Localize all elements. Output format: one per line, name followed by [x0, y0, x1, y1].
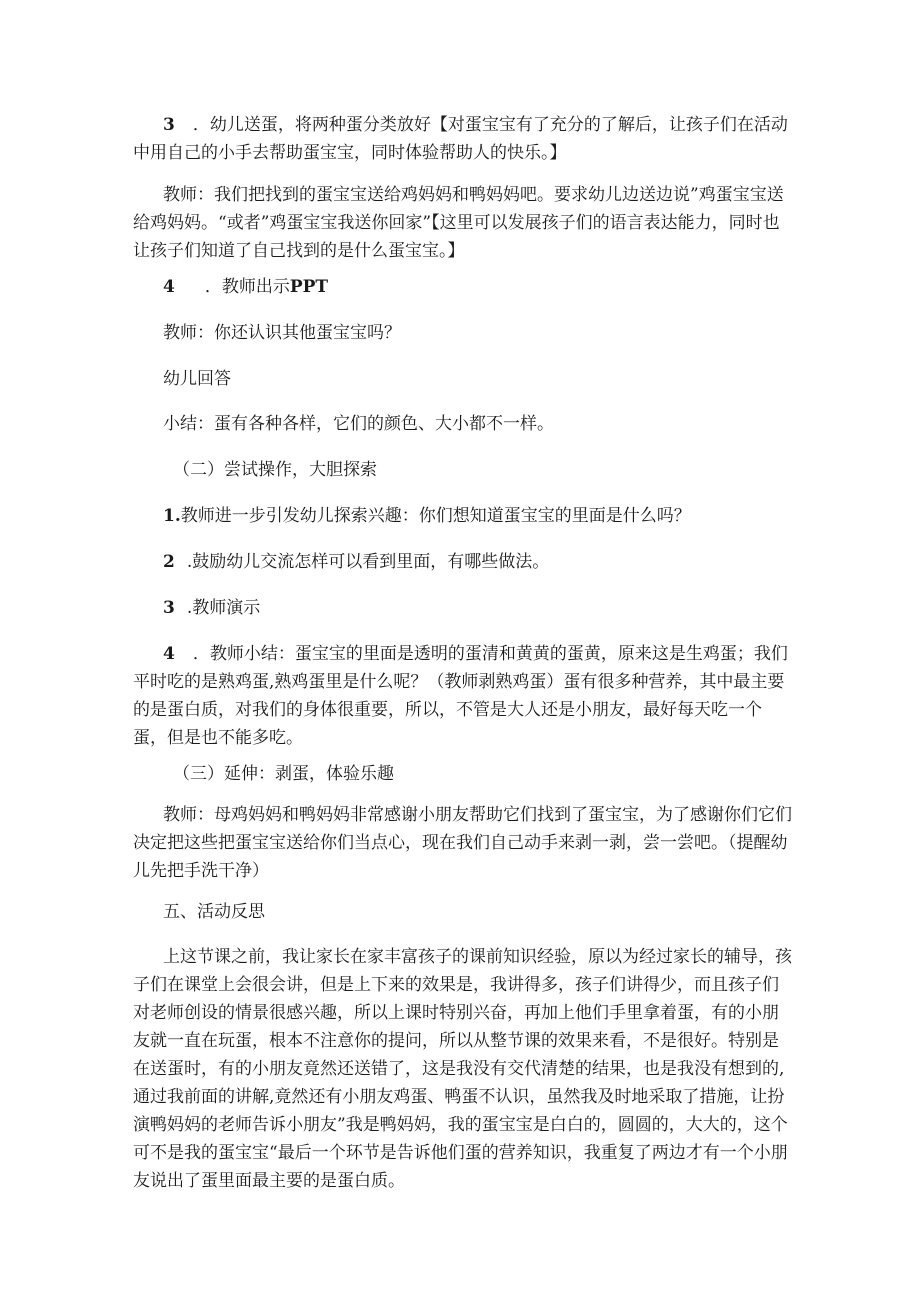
paragraph-text: 教师：你还认识其他蛋宝宝吗？: [163, 323, 401, 343]
paragraph-step-4-ppt: [133, 273, 793, 301]
paragraph-text: .教师演示: [186, 598, 261, 618]
step-number: 3: [163, 598, 175, 618]
step-number: 1.: [163, 506, 181, 526]
paragraph-text: 小结：蛋有各种各样，它们的颜色、大小都不一样。: [163, 414, 554, 434]
section-heading-text: （三）延伸：剥蛋，体验乐趣: [173, 764, 394, 784]
paragraph-step-2-discuss: [133, 548, 793, 576]
ppt-label: PPT: [289, 277, 329, 297]
paragraph-children-answer: [133, 365, 793, 393]
step-number: 3: [163, 115, 175, 135]
paragraph-text: 幼儿回答: [163, 369, 231, 389]
section-heading-reflection: [133, 898, 793, 926]
step-number: 2: [163, 552, 175, 572]
paragraph-text: 教师：母鸡妈妈和鸭妈妈非常感谢小朋友帮助它们找到了蛋宝宝，为了感谢你们它们决定把这些把蛋宝宝送给你们当点心，现在我们自己动手来剥一剥，尝一尝吧。（提醒幼儿先把手洗干净）: [133, 805, 792, 881]
paragraph-reflection-body: [133, 943, 793, 1195]
paragraph-step-4-teacher-summary: [133, 640, 793, 752]
section-heading-text: （二）尝试操作，大胆探索: [173, 460, 377, 480]
step-number: 4: [163, 277, 175, 297]
paragraph-text: 教师进一步引发幼儿探索兴趣：你们想知道蛋宝宝的里面是什么吗？: [180, 506, 691, 526]
paragraph-text: 上这节课之前，我让家长在家丰富孩子的课前知识经验，原以为经过家长的辅导，孩子们在课堂上会很会讲，但是上下来的效果是，我讲得多，孩子们讲得少，而且孩子们对老师创设的情景很感兴趣，所以上课时特别兴奋，再加上他们手里拿着蛋，有的小朋友就一直在玩蛋，根本不注意你的提问，所以从整节课的效果来看，不是很好。特别是在送蛋时，有的小朋友竟然还送错了，这是我没有交代清楚的结果，也是我没有想到的,通过我前面的讲解,竟然还有小朋友鸡蛋、鸭蛋不认识，虽然我及时地采取了措施，让扮演鸭妈妈的老师告诉小朋友”我是鸭妈妈，我的蛋宝宝是白白的，圆圆的，大大的，这个可不是我的蛋宝宝“最后一个环节是告诉他们蛋的营养知识，我重复了两边才有一个小朋友说出了蛋里面最主要的是蛋白质。: [133, 947, 792, 1191]
paragraph-text: ．幼儿送蛋，将两种蛋分类放好【对蛋宝宝有了充分的了解后，让孩子们在活动中用自己的小手去帮助蛋宝宝，同时体验帮助人的快乐。】: [133, 115, 788, 163]
paragraph-step-3-demo: [133, 594, 793, 622]
section-heading-extension: [133, 760, 793, 788]
paragraph-text: .鼓励幼儿交流怎样可以看到里面，有哪些做法。: [186, 552, 550, 572]
paragraph-teacher-thanks: [133, 801, 793, 885]
paragraph-text: ．教师小结：蛋宝宝的里面是透明的蛋清和黄黄的蛋黄，原来这是生鸡蛋；我们平时吃的是熟鸡蛋,熟鸡蛋里是什么呢？（教师剥熟鸡蛋）蛋有很多种营养，其中最主要的是蛋白质，对我们的身体很重要，所以，不管是大人还是小朋友，最好每天吃一个蛋，但是也不能多吃。: [133, 644, 788, 748]
section-heading-text: 五、活动反思: [163, 902, 265, 922]
step-number: 4: [163, 644, 175, 664]
paragraph-step-1-interest: [133, 502, 793, 530]
paragraph-text: ．教师出示: [204, 277, 290, 297]
paragraph-summary: [133, 410, 793, 438]
paragraph-text: 教师：我们把找到的蛋宝宝送给鸡妈妈和鸭妈妈吧。要求幼儿边送边说”鸡蛋宝宝送给鸡妈妈。“或者”鸡蛋宝宝我送你回家”【这里可以发展孩子们的语言表达能力，同时也让孩子们知道了自己找到的是什么蛋宝宝。】: [133, 185, 784, 261]
section-heading-explore: [133, 456, 793, 484]
paragraph-step-3-egg-sorting: [133, 111, 793, 167]
paragraph-teacher-send-eggs: [133, 181, 793, 265]
paragraph-teacher-question: [133, 319, 793, 347]
